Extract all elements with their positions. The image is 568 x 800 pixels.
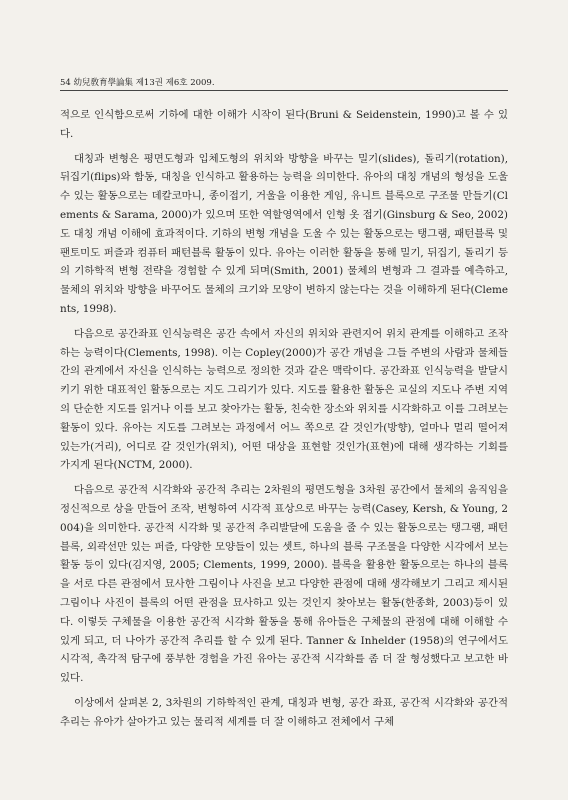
paragraph-symmetry-transformation: 대칭과 변형은 평면도형과 입체도형의 위치와 방향을 바꾸는 밀기(slides), 돌리기(rotation), 뒤집기(flips)와 함동, 대칭을 인식하고 활용하는 능력을 의미한다. 유아의 대칭 개념의 형성을 도울 수 있는 활동으로는 데칼코마니, 종이접기, 거울을 이용한 게임, 유니트 블록으로 구조물 만들기(Clements & Sarama, 2000)가 있으며 또한 역할영역에서 인형 옷 접기(Ginsburg & Seo, 2002)도 대칭 개념 이해에 효과적이다. 기하의 변형 개념을 도울 수 있는 활동으로는 탱그램, 패턴블록 및 팬토미도 퍼즐과 컴퓨터 패턴블록 활동이 있다. 유아는 이러한 활동을 통해 밀기, 뒤집기, 돌리기 등의 기하학적 변형 전략을 경험할 수 있게 되며(Smith, 2001) 물체의 변형과 그 결과를 예측하고, 물체의 위치와 방향을 바꾸어도 물체의 크기와 모양이 변하지 않는다는 것을 이해하게 된다(Clements, 1998).: [60, 152, 508, 315]
paragraph-spatial-visualization: 다음으로 공간적 시각화와 공간적 추리는 2차원의 평면도형을 3차원 공간에서 물체의 움직임을 정신적으로 상을 만들어 조작, 변형하여 시각적 표상으로 바꾸는 능력(Casey, Kersh, & Young, 2004)을 의미한다. 공간적 시각화 및 공간적 추리발달에 도움을 줄 수 있는 활동으로는 탱그램, 패턴 블록, 외곽선만 있는 퍼즐, 다양한 모양들이 있는 셋트, 하나의 블록 구조물을 다양한 시각에서 보는 활동 등이 있다(김지영, 2005; Clements, 1999, 2000). 블록을 활용한 활동으로는 하나의 블록을 서로 다른 관점에서 묘사한 그림이나 사진을 보고 다양한 관점에 대해 생각해보기 그리고 제시된 그림이나 사진이 블록의 어떤 관점을 묘사하고 있는 것인지 찾아보는 활동(한종화, 2003)등이 있다. 이렇듯 구체물을 이용한 공간적 시각화 활동을 통해 유아들은 구체물의 관점에 대해 이해할 수 있게 되고, 더 나아가 공간적 추리를 할 수 있게 된다. Tanner & Inhelder (1958)의 연구에서도 시각적, 촉각적 탐구에 풍부한 경험을 가진 유아는 공간적 시각화를 좀 더 잘 형성했다고 보고한 바 있다.: [60, 484, 508, 685]
running-head: 54 幼兒敎育學論集 제13권 제6호 2009.: [60, 78, 215, 88]
paragraph-summary: 이상에서 살펴본 2, 3차원의 기하학적인 관계, 대칭과 변형, 공간 좌표, 공간적 시각화와 공간적 추리는 유아가 살아가고 있는 물리적 세계를 더 잘 이해하고 전체에서 구체: [60, 696, 508, 728]
paragraph-spatial-coordinates: 다음으로 공간좌표 인식능력은 공간 속에서 자신의 위치와 관련지어 위치 관계를 이해하고 조작하는 능력이다(Clements, 1998). 이는 Copley(2000)가 공간 개념을 그들 주변의 사람과 물체들 간의 관계에서 자신을 인식하는 능력으로 정의한 것과 같은 맥락이다. 공간좌표 인식능력을 발달시키기 위한 대표적인 활동으로는 지도 그리기가 있다. 지도를 활용한 활동은 교실의 지도나 주변 지역의 단순한 지도를 읽거나 이를 보고 찾아가는 활동, 친숙한 장소와 위치를 시각화하고 이를 그려보는 활동이 있다. 유아는 지도를 그려보는 과정에서 어느 쪽으로 갈 것인가(방향), 얼마나 멀리 떨어져 있는가(거리), 어디로 갈 것인가(위치), 어떤 대상을 표현할 것인가(표현)에 대해 생각하는 기회를 가지게 된다(NCTM, 2000).: [60, 327, 508, 472]
body-text: [60, 106, 508, 738]
paragraph-continuation: 적으로 인식함으로써 기하에 대한 이해가 시작이 된다(Bruni & Seidenstein, 1990)고 볼 수 있다.: [60, 109, 508, 140]
header-rule: [60, 90, 508, 91]
